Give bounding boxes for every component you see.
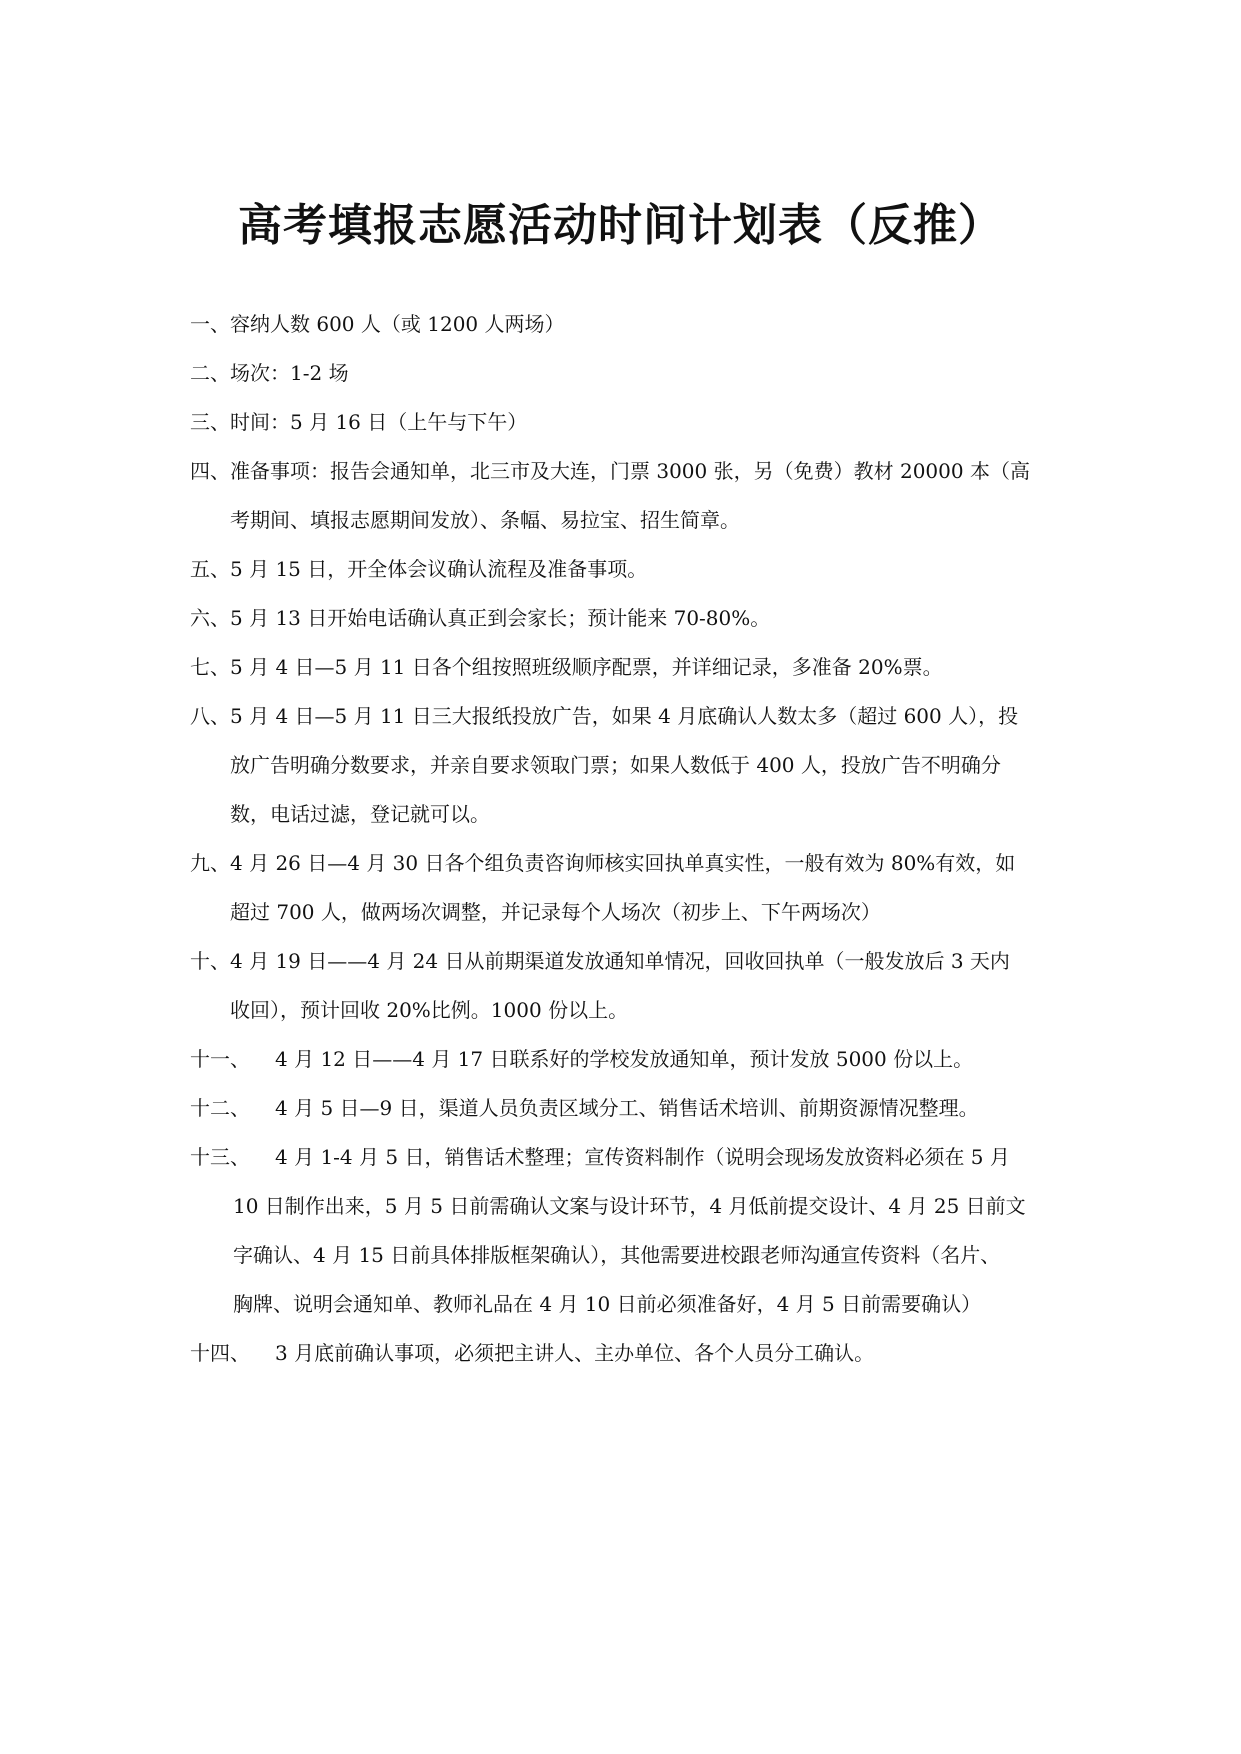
plan-list bbox=[190, 300, 1050, 1378]
item-text: 4 月 5 日—9 日，渠道人员负责区域分工、销售话术培训、前期资源情况整理。 bbox=[275, 1096, 979, 1120]
item-text: 5 月 15 日，开全体会议确认流程及准备事项。 bbox=[230, 557, 648, 581]
item-text: 3 月底前确认事项，必须把主讲人、主办单位、各个人员分工确认。 bbox=[275, 1341, 875, 1365]
list-item bbox=[190, 1133, 1050, 1182]
item-marker: 十二、 bbox=[190, 1096, 250, 1120]
item-text: 准备事项：报告会通知单，北三市及大连，门票 3000 张，另（免费）教材 20000 本（高 考期间、填报志愿期间发放）、条幅、易拉宝、招生简章。 bbox=[230, 459, 1030, 532]
list-item bbox=[190, 545, 1050, 594]
item-marker: 十、 bbox=[190, 949, 230, 973]
item-marker: 十四、 bbox=[190, 1341, 250, 1365]
list-item bbox=[190, 349, 1050, 398]
item-text: 时间：5 月 16 日（上午与下午） bbox=[230, 410, 528, 434]
item-text: 5 月 4 日—5 月 11 日三大报纸投放广告，如果 4 月底确认人数太多（超过 600 人），投 放广告明确分数要求，并亲自要求领取门票；如果人数低于 400 人，投放广告不明确分 数，电话过滤，登记就可以。 bbox=[230, 704, 1019, 826]
item-marker: 二、 bbox=[190, 361, 230, 385]
item-marker: 六、 bbox=[190, 606, 230, 630]
item-text: 4 月 19 日——4 月 24 日从前期渠道发放通知单情况，回收回执单（一般发放后 3 天内 收回），预计回收 20%比例。1000 份以上。 bbox=[230, 949, 1010, 1022]
item-text: 4 月 26 日—4 月 30 日各个组负责咨询师核实回执单真实性，一般有效为 80%有效，如 超过 700 人，做两场次调整，并记录每个人场次（初步上、下午两场次） bbox=[230, 851, 1016, 924]
item-text: 容纳人数 600 人（或 1200 人两场） bbox=[230, 312, 565, 336]
list-item bbox=[190, 1084, 1050, 1133]
item-text: 4 月 12 日——4 月 17 日联系好的学校发放通知单，预计发放 5000 份以上。 bbox=[275, 1047, 974, 1071]
list-item bbox=[190, 398, 1050, 447]
item-marker: 七、 bbox=[190, 655, 230, 679]
list-item bbox=[190, 937, 1050, 1035]
item-text: 5 月 4 日—5 月 11 日各个组按照班级顺序配票，并详细记录，多准备 20%票。 bbox=[230, 655, 943, 679]
list-item bbox=[190, 300, 1050, 349]
item-marker: 一、 bbox=[190, 312, 230, 336]
list-item bbox=[190, 447, 1050, 545]
list-item bbox=[190, 692, 1050, 839]
item-text: 场次：1-2 场 bbox=[230, 361, 349, 385]
item-marker: 十三、 bbox=[190, 1145, 250, 1169]
list-item bbox=[190, 839, 1050, 937]
item-text: 10 日制作出来，5 月 5 日前需确认文案与设计环节，4 月低前提交设计、4 月 25 日前文 字确认、4 月 15 日前具体排版框架确认），其他需要进校跟老师沟通宣传资料（名片、 胸牌、说明会通知单、教师礼品在 4 月 10 日前必须准备好，4 月 5 日前需要确认） bbox=[233, 1194, 1026, 1316]
list-item bbox=[190, 1329, 1050, 1378]
item-text: 4 月 1-4 月 5 日，销售话术整理；宣传资料制作（说明会现场发放资料必须在 5 月 bbox=[275, 1145, 1010, 1169]
item-marker: 九、 bbox=[190, 851, 230, 875]
item-marker: 五、 bbox=[190, 557, 230, 581]
list-item bbox=[190, 594, 1050, 643]
list-item-continuation bbox=[190, 1182, 1050, 1329]
item-marker: 十一、 bbox=[190, 1047, 250, 1071]
item-marker: 三、 bbox=[190, 410, 230, 434]
list-item bbox=[190, 643, 1050, 692]
page-title: 高考填报志愿活动时间计划表（反推） bbox=[238, 200, 1003, 251]
list-item bbox=[190, 1035, 1050, 1084]
item-text: 5 月 13 日开始电话确认真正到会家长；预计能来 70-80%。 bbox=[230, 606, 771, 630]
item-marker: 八、 bbox=[190, 704, 230, 728]
item-marker: 四、 bbox=[190, 459, 230, 483]
